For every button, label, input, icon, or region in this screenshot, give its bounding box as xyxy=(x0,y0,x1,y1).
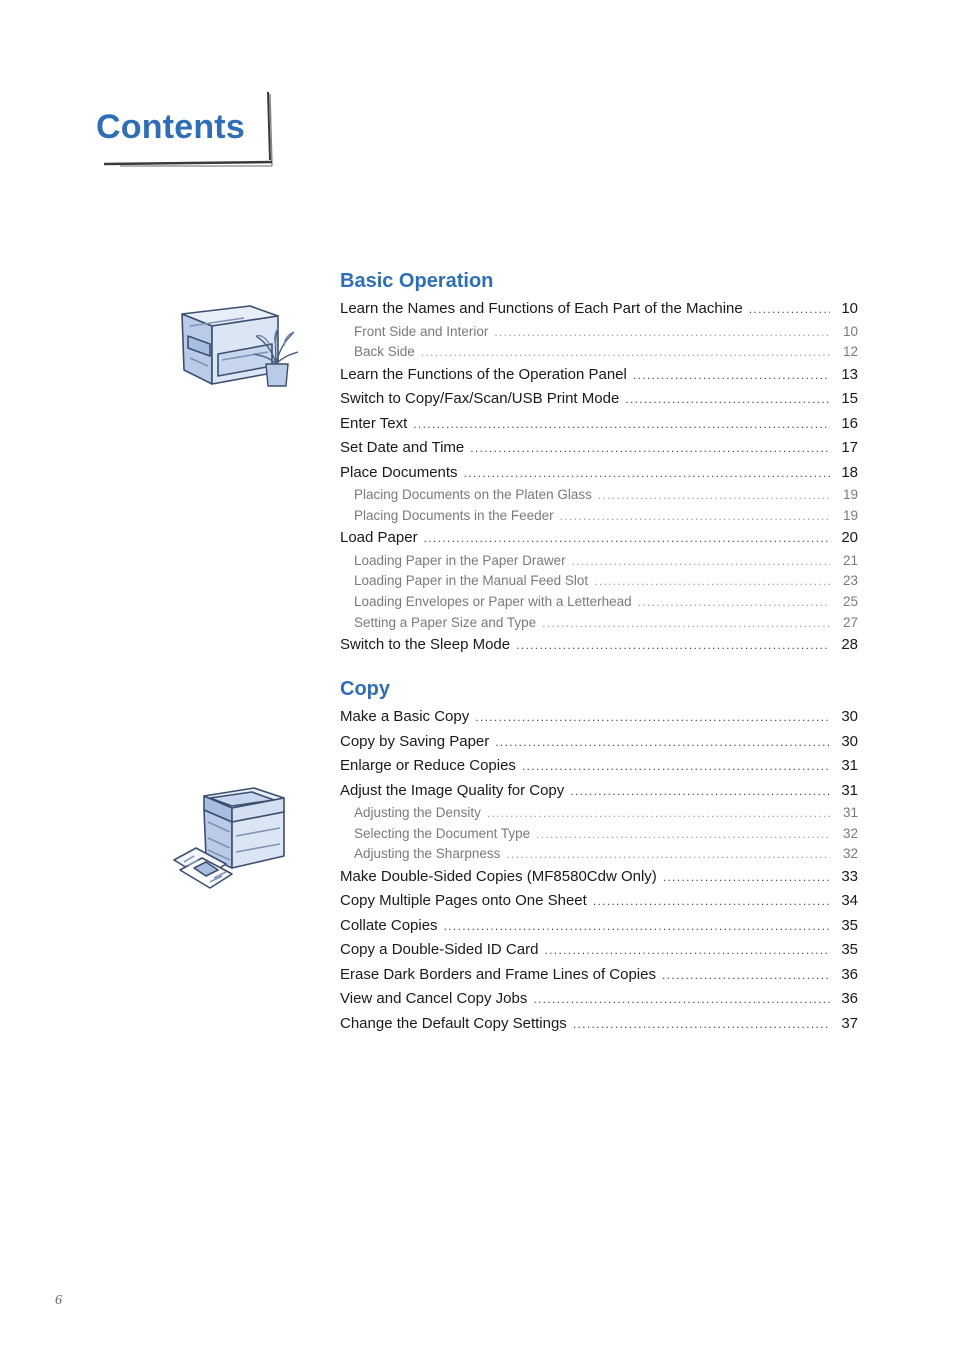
toc-entry-page: 25 xyxy=(842,594,858,610)
toc-entry[interactable] xyxy=(340,633,858,658)
toc-entry-page: 10 xyxy=(841,300,858,317)
toc-entry-page: 28 xyxy=(841,636,858,654)
toc-entry-label: Switch to the Sleep Mode xyxy=(340,636,511,654)
toc-entry[interactable] xyxy=(340,705,858,730)
toc-dot-leader xyxy=(424,526,830,551)
toc-entry-label: Enlarge or Reduce Copies xyxy=(340,757,516,774)
toc-dot-leader xyxy=(444,914,830,939)
toc-entry-page: 30 xyxy=(841,732,858,750)
toc-entry[interactable] xyxy=(340,754,858,779)
toc-entry-page: 33 xyxy=(841,867,858,885)
toc-entry-page: 35 xyxy=(841,916,858,934)
toc-entry-label: Copy a Double-Sided ID Card xyxy=(340,941,539,959)
section-heading-copy: Copy xyxy=(340,678,390,700)
toc-entry-label: Copy by Saving Paper xyxy=(340,732,490,750)
page-number: 6 xyxy=(55,1293,62,1308)
toc-entry-label: Loading Paper in the Paper Drawer xyxy=(354,552,566,568)
printer-with-plant-illustration xyxy=(176,296,300,392)
toc-entry-page: 13 xyxy=(841,365,858,383)
toc-dot-leader xyxy=(573,1012,830,1037)
toc-dot-leader xyxy=(475,705,830,730)
toc-dot-leader xyxy=(598,485,830,506)
toc-entry[interactable] xyxy=(340,963,858,988)
toc-entry-page: 30 xyxy=(841,708,858,725)
toc-entry-page: 21 xyxy=(842,552,858,568)
toc-entry-page: 19 xyxy=(842,507,858,523)
toc-subentry[interactable] xyxy=(340,592,858,613)
toc-entry-label: Make a Basic Copy xyxy=(340,708,470,725)
toc-subentry[interactable] xyxy=(340,506,858,527)
toc-entry-label: Copy Multiple Pages onto One Sheet xyxy=(340,892,587,910)
toc-entry[interactable] xyxy=(340,461,858,486)
toc-entry-label: Enter Text xyxy=(340,414,408,432)
toc-section-basic-operation xyxy=(340,268,858,658)
toc-entry-label: Placing Documents on the Platen Glass xyxy=(354,487,592,503)
toc-entry-page: 31 xyxy=(842,805,858,820)
toc-dot-leader xyxy=(413,412,830,437)
toc-entry[interactable] xyxy=(340,387,858,412)
toc-dot-leader xyxy=(536,824,830,845)
toc-entry-page: 27 xyxy=(842,614,858,630)
toc-entry-label: Adjust the Image Quality for Copy xyxy=(340,781,565,799)
toc-subentry[interactable] xyxy=(340,342,858,363)
toc-entry-page: 31 xyxy=(841,781,858,799)
toc-entry[interactable] xyxy=(340,938,858,963)
toc-dot-leader xyxy=(749,297,830,322)
title-frame-decoration xyxy=(100,90,280,170)
toc-entry[interactable] xyxy=(340,889,858,914)
toc-entry-label: Adjusting the Density xyxy=(354,805,481,820)
toc-entry[interactable] xyxy=(340,1012,858,1037)
page-title: Contents xyxy=(96,108,245,146)
toc-entry-page: 35 xyxy=(841,941,858,959)
toc-dot-leader xyxy=(494,322,830,343)
toc-entry-label: Switch to Copy/Fax/Scan/USB Print Mode xyxy=(340,390,620,408)
toc-dot-leader xyxy=(570,779,830,804)
toc-entry[interactable] xyxy=(340,412,858,437)
toc-entry-page: 17 xyxy=(841,439,858,457)
toc-entry-page: 31 xyxy=(841,757,858,774)
toc-entry-label: Learn the Names and Functions of Each Part of the Machine xyxy=(340,300,743,317)
toc-entry-label: Loading Paper in the Manual Feed Slot xyxy=(354,573,589,589)
toc-entry-label: Erase Dark Borders and Frame Lines of Copies xyxy=(340,965,656,983)
toc-dot-leader xyxy=(625,387,830,412)
toc-subentry[interactable] xyxy=(340,824,858,845)
toc-entries xyxy=(340,297,858,658)
toc-dot-leader xyxy=(638,592,830,613)
toc-dot-leader xyxy=(662,963,830,988)
toc-subentry[interactable] xyxy=(340,613,858,634)
toc-entry-page: 32 xyxy=(842,846,858,862)
toc-dot-leader xyxy=(593,889,830,914)
toc-section-copy xyxy=(340,676,858,1036)
toc-entry-label: Selecting the Document Type xyxy=(354,825,531,841)
toc-entry[interactable] xyxy=(340,865,858,890)
toc-dot-leader xyxy=(464,461,830,486)
toc-entry-label: Set Date and Time xyxy=(340,439,465,457)
toc-dot-leader xyxy=(572,551,830,572)
toc-entry-page: 10 xyxy=(842,323,858,339)
toc-subentry[interactable] xyxy=(340,485,858,506)
toc-entry[interactable] xyxy=(340,526,858,551)
toc-entry-page: 18 xyxy=(841,463,858,481)
toc-entry-page: 34 xyxy=(841,892,858,910)
toc-dot-leader xyxy=(594,571,830,592)
toc-entry[interactable] xyxy=(340,987,858,1012)
toc-entry-label: Learn the Functions of the Operation Panel xyxy=(340,365,627,383)
toc-dot-leader xyxy=(470,436,830,461)
toc-dot-leader xyxy=(495,730,830,755)
toc-entry-label: Adjusting the Sharpness xyxy=(354,846,501,862)
toc-subentry[interactable] xyxy=(340,844,858,865)
toc-entry-page: 36 xyxy=(841,990,858,1008)
toc-entry-label: Loading Envelopes or Paper with a Letterhead xyxy=(354,594,632,610)
toc-dot-leader xyxy=(560,506,830,527)
toc-entry[interactable] xyxy=(340,363,858,388)
toc-entry-label: Back Side xyxy=(354,344,415,360)
toc-entry[interactable] xyxy=(340,914,858,939)
toc-dot-leader xyxy=(663,865,830,890)
toc-dot-leader xyxy=(542,613,830,634)
toc-entry-page: 20 xyxy=(841,529,858,547)
toc-entries xyxy=(340,705,858,1036)
toc-entry-page: 19 xyxy=(842,487,858,503)
toc-entry-label: Make Double-Sided Copies (MF8580Cdw Only) xyxy=(340,867,657,885)
toc-entry-label: Change the Default Copy Settings xyxy=(340,1014,567,1032)
toc-dot-leader xyxy=(522,754,830,779)
toc-entry-label: Collate Copies xyxy=(340,916,438,934)
toc-subentry[interactable] xyxy=(340,803,858,824)
toc-entry[interactable] xyxy=(340,297,858,322)
toc-subentry[interactable] xyxy=(340,551,858,572)
toc-subentry[interactable] xyxy=(340,571,858,592)
toc-dot-leader xyxy=(506,844,830,865)
toc-entry-page: 23 xyxy=(842,573,858,589)
toc-entry[interactable] xyxy=(340,436,858,461)
toc-dot-leader xyxy=(487,803,830,824)
toc-entry-label: Setting a Paper Size and Type xyxy=(354,614,537,630)
toc-entry-label: View and Cancel Copy Jobs xyxy=(340,990,528,1008)
toc-entry-page: 36 xyxy=(841,965,858,983)
toc-dot-leader xyxy=(421,342,830,363)
toc-entry-page: 12 xyxy=(842,344,858,360)
toc-entry-label: Place Documents xyxy=(340,463,458,481)
copier-with-papers-illustration xyxy=(170,782,294,900)
toc-entry-label: Placing Documents in the Feeder xyxy=(354,507,554,523)
toc-entry-label: Load Paper xyxy=(340,529,418,547)
section-heading-basic-operation: Basic Operation xyxy=(340,270,494,292)
toc-entry-page: 37 xyxy=(841,1014,858,1032)
toc-entry-label: Front Side and Interior xyxy=(354,323,489,339)
toc-entry[interactable] xyxy=(340,730,858,755)
toc-entry-page: 15 xyxy=(841,390,858,408)
toc-entry-page: 32 xyxy=(842,825,858,841)
toc-entry-page: 16 xyxy=(841,414,858,432)
toc-subentry[interactable] xyxy=(340,322,858,343)
toc-dot-leader xyxy=(633,363,830,388)
toc-dot-leader xyxy=(544,938,830,963)
toc-dot-leader xyxy=(516,633,830,658)
toc-dot-leader xyxy=(533,987,830,1012)
toc-entry[interactable] xyxy=(340,779,858,804)
